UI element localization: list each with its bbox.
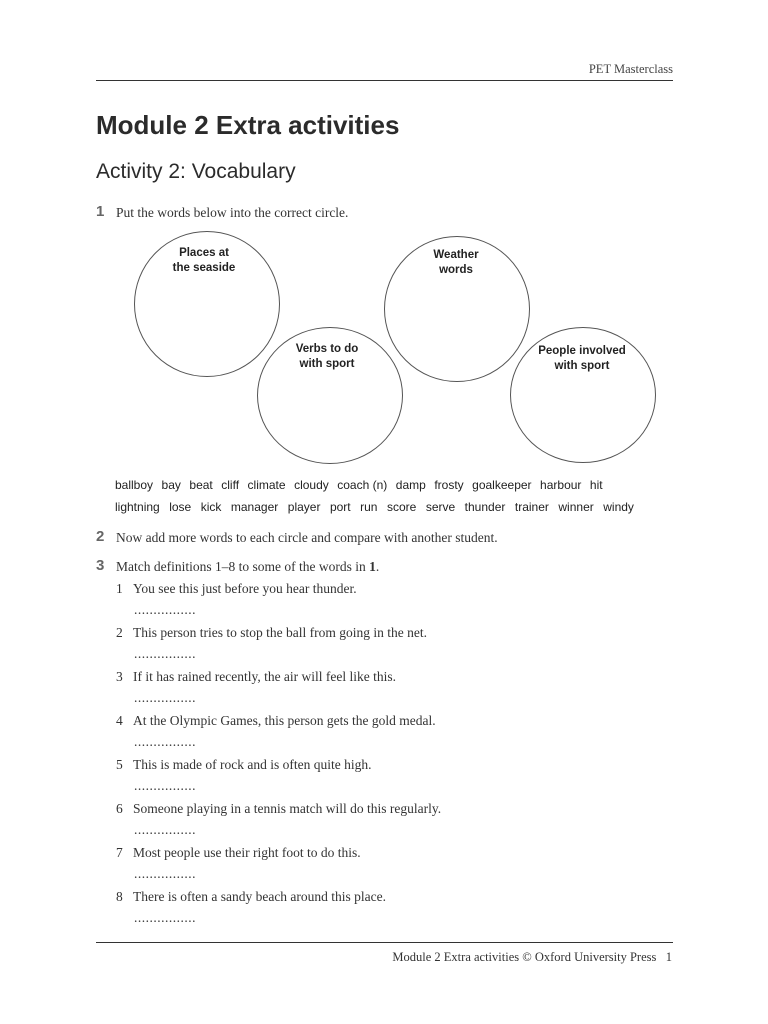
question-2-text: Now add more words to each circle and compare with another student. — [116, 530, 498, 545]
word-item: ballboy — [115, 478, 154, 492]
running-header: PET Masterclass — [588, 62, 673, 76]
definition-1: 1 You see this just before you hear thunder. — [116, 581, 357, 596]
answer-blank-1[interactable]: ................ — [134, 602, 196, 617]
word-list-row-2 — [115, 500, 634, 514]
word-item: frosty — [434, 478, 464, 492]
circle-label-verbs-sport: Verbs to do with sport — [295, 343, 359, 370]
definition-3: 3 If it has rained recently, the air will feel like this. — [116, 669, 397, 684]
header-rule — [96, 80, 673, 81]
word-item: run — [360, 500, 378, 514]
circle-label-people-sport: People involved with sport — [538, 345, 626, 372]
definition-5: 5 This is made of rock and is often quite high. — [116, 757, 372, 772]
word-item: goalkeeper — [472, 478, 532, 492]
word-item: lose — [169, 500, 192, 514]
footer-rule — [96, 942, 673, 943]
page-footer: Module 2 Extra activities © Oxford University Press 1 — [392, 950, 672, 964]
word-item: trainer — [514, 500, 549, 514]
page-title: Module 2 Extra activities — [96, 110, 400, 140]
word-list-row-1 — [115, 478, 603, 492]
definition-7: 7 Most people use their right foot to do this. — [116, 845, 361, 860]
answer-blank-4[interactable]: ................ — [134, 734, 196, 749]
word-item: cliff — [221, 478, 240, 492]
word-item: beat — [189, 478, 213, 492]
question-2-number: 2 — [96, 528, 105, 545]
word-item: lightning — [115, 500, 160, 514]
question-1-text: Put the words below into the correct circle. — [116, 205, 349, 220]
page-number: 1 — [665, 950, 672, 964]
question-1-number: 1 — [96, 203, 105, 220]
circle-label-weather-words: Weather words — [433, 249, 479, 276]
definition-8: 8 There is often a sandy beach around this place. — [116, 889, 387, 904]
word-item: score — [386, 500, 417, 514]
definition-4: 4 At the Olympic Games, this person gets the gold medal. — [116, 713, 436, 728]
word-item: player — [287, 500, 321, 514]
answer-blank-8[interactable]: ................ — [134, 910, 196, 925]
word-item: harbour — [540, 478, 582, 492]
word-item: bay — [161, 478, 181, 492]
word-item: kick — [200, 500, 222, 514]
word-item: hit — [589, 478, 603, 492]
definition-2: 2 This person tries to stop the ball from going in the net. — [116, 625, 427, 640]
word-item: manager — [230, 500, 279, 514]
answer-blank-5[interactable]: ................ — [134, 778, 196, 793]
answer-blank-6[interactable]: ................ — [134, 822, 196, 837]
word-item: coach (n) — [337, 478, 388, 492]
question-3-number: 3 — [96, 557, 105, 574]
word-item: windy — [603, 500, 634, 514]
word-item: climate — [247, 478, 286, 492]
answer-blank-7[interactable]: ................ — [134, 866, 196, 881]
question-3-text: Match definitions 1–8 to some of the words in 1. — [116, 559, 380, 574]
word-item: cloudy — [294, 478, 329, 492]
circle-label-places-seaside: Places at the seaside — [172, 247, 236, 274]
activity-title: Activity 2: Vocabulary — [96, 160, 296, 183]
answer-blank-2[interactable]: ................ — [134, 646, 196, 661]
word-item: damp — [395, 478, 426, 492]
word-item: winner — [558, 500, 594, 514]
definition-6: 6 Someone playing in a tennis match will do this regularly. — [116, 801, 442, 816]
word-item: port — [329, 500, 351, 514]
word-item: serve — [425, 500, 456, 514]
word-item: thunder — [464, 500, 506, 514]
answer-blank-3[interactable]: ................ — [134, 690, 196, 705]
